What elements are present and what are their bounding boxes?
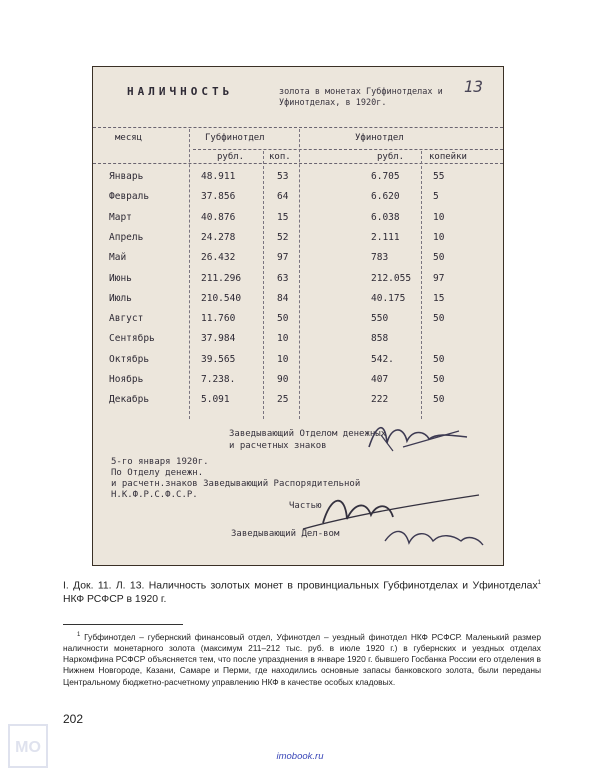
caption-text: I. Док. 11. Л. 13. Наличность золотых монет в провинциальных Губфинотделах и Уфинотделах — [63, 580, 538, 592]
table-row — [93, 293, 503, 313]
gub-rub-cell: 26.432 — [201, 252, 236, 264]
caption-text-tail: НКФ РСФСР в 1920 г. — [63, 593, 167, 605]
uf-rub-cell: 858 — [371, 333, 389, 345]
month-cell: Февраль — [109, 191, 150, 203]
month-cell: Апрель — [109, 231, 144, 243]
document-subtitle: золота в монетах Губфинотделах и Уфинотделах, в 1920г. — [279, 87, 443, 108]
table-row — [93, 313, 503, 333]
gub-rub-cell: 39.565 — [201, 353, 236, 365]
page-number: 202 — [63, 712, 84, 726]
gub-rub-cell: 24.278 — [201, 231, 236, 243]
uf-kop-cell: 50 — [433, 252, 445, 264]
table-row — [93, 171, 503, 191]
table-header-rule — [193, 149, 503, 150]
handwritten-signature — [379, 519, 489, 557]
gub-kop-cell: 97 — [277, 252, 289, 264]
gub-rub-cell: 5.091 — [201, 394, 230, 406]
gub-kop-cell: 63 — [277, 272, 289, 284]
uf-rub-cell: 550 — [371, 313, 389, 325]
month-cell: Декабрь — [109, 394, 150, 406]
gub-kop-cell: 25 — [277, 394, 289, 406]
uf-kop-cell: 15 — [433, 292, 445, 304]
gub-kop-cell: 84 — [277, 292, 289, 304]
footnote-separator — [63, 624, 183, 625]
uf-rub-cell: 6.620 — [371, 191, 400, 203]
footnote — [63, 630, 541, 688]
gub-rub-cell: 40.876 — [201, 211, 236, 223]
table-row — [93, 212, 503, 232]
column-header-ufinotdel: Уфинотдел — [355, 133, 404, 143]
uf-kop-cell: 10 — [433, 211, 445, 223]
uf-rub-cell: 542. — [371, 353, 394, 365]
table-row — [93, 394, 503, 414]
logo-text: MO — [15, 739, 41, 756]
table-row — [93, 354, 503, 374]
uf-rub-cell: 407 — [371, 374, 389, 385]
table-row — [93, 374, 503, 394]
month-cell: Май — [109, 252, 127, 264]
gub-kop-cell: 10 — [277, 353, 289, 365]
month-cell: Ноябрь — [109, 374, 144, 385]
month-cell: Июль — [109, 292, 132, 304]
month-cell: Июнь — [109, 272, 132, 284]
table-top-rule — [93, 127, 503, 128]
column-header-month: месяц — [115, 133, 143, 143]
footnote-reference: 1 — [537, 580, 541, 586]
uf-kop-cell: 97 — [433, 272, 445, 284]
subheader-kop: коп. — [269, 152, 291, 162]
gub-rub-cell: 210.540 — [201, 292, 242, 304]
gub-kop-cell: 64 — [277, 191, 289, 203]
uf-kop-cell: 10 — [433, 231, 445, 243]
uf-kop-cell: 55 — [433, 171, 445, 182]
table-row — [93, 232, 503, 252]
month-cell: Октябрь — [109, 353, 150, 365]
uf-kop-cell: 50 — [433, 313, 445, 325]
subheader-rub: рубл. — [217, 152, 245, 162]
signature-line: Заведывающий Отделом денежных — [229, 429, 387, 439]
table-row — [93, 252, 503, 272]
table-row — [93, 191, 503, 211]
table-row — [93, 273, 503, 293]
handwritten-signature — [363, 417, 473, 457]
uf-rub-cell: 6.705 — [371, 171, 400, 182]
gub-kop-cell: 52 — [277, 231, 289, 243]
gub-rub-cell: 37.984 — [201, 333, 236, 345]
document-title: НАЛИЧНОСТЬ — [127, 85, 234, 98]
uf-rub-cell: 2.111 — [371, 231, 400, 243]
month-cell: Март — [109, 211, 132, 223]
table-row — [93, 333, 503, 353]
signature-line: По Отделу денежн. — [111, 468, 204, 478]
gub-rub-cell: 211.296 — [201, 272, 242, 284]
footnote-marker: 1 — [77, 632, 81, 638]
archival-document-scan — [92, 66, 504, 566]
uf-kop-cell: 50 — [433, 394, 445, 406]
gub-kop-cell: 10 — [277, 333, 289, 345]
month-cell: Январь — [109, 171, 144, 182]
gub-rub-cell: 37.856 — [201, 191, 236, 203]
uf-rub-cell: 6.038 — [371, 211, 400, 223]
signature-line: и расчетных знаков — [229, 441, 327, 451]
site-link[interactable]: imobook.ru — [276, 751, 324, 762]
figure-caption — [63, 577, 541, 606]
uf-kop-cell: 5 — [433, 191, 439, 203]
gub-kop-cell: 50 — [277, 313, 289, 325]
gub-rub-cell: 48.911 — [201, 171, 236, 182]
uf-rub-cell: 40.175 — [371, 292, 406, 304]
table-body-rule — [93, 163, 503, 164]
gub-kop-cell: 53 — [277, 171, 289, 182]
month-cell: Сентябрь — [109, 333, 155, 345]
gub-kop-cell: 15 — [277, 211, 289, 223]
handwritten-sheet-number: 13 — [463, 77, 483, 96]
signature-line: Частью — [289, 501, 322, 511]
uf-rub-cell: 222 — [371, 394, 389, 406]
signature-line: Н.К.Ф.Р.С.Ф.С.Р. — [111, 490, 198, 500]
gub-rub-cell: 11.760 — [201, 313, 236, 325]
uf-kop-cell: 50 — [433, 353, 445, 365]
document-date: 5-го января 1920г. — [111, 457, 209, 467]
signature-line: Заведывающий Дел-вом — [231, 529, 340, 539]
footnote-text: Губфинотдел – губернский финансовый отдел, Уфинотдел – уездный финотдел НКФ РСФСР. Маленький размер наличности монетарного золота (максимум 211–212 тыс. руб. в июле 1920 г.) в губернских и уездных отделах Наркомфина РСФСР объясняется тем, что после упразднения в январе 1920 г. бывшего Госбанка России его отделения в Нижнем Новгороде, Казани, Самаре и Перми, где находились основные запасы банковского золота, были переданы Центральному бюджетно-расчетному управлению НКФ в качестве особых кладовых. — [63, 631, 541, 687]
gub-rub-cell: 7.238. — [201, 374, 236, 385]
month-cell: Август — [109, 313, 144, 325]
uf-rub-cell: 212.055 — [371, 272, 412, 284]
gub-kop-cell: 90 — [277, 374, 289, 385]
subheader-kopeek: копейки — [429, 152, 467, 162]
column-header-gubfinotdel: Губфинотдел — [205, 133, 265, 143]
uf-kop-cell: 50 — [433, 374, 445, 385]
subheader-rub: рубл. — [377, 152, 405, 162]
signature-line: и расчетн.знаков Заведывающий Распорядительной — [111, 479, 361, 489]
uf-rub-cell: 783 — [371, 252, 389, 264]
